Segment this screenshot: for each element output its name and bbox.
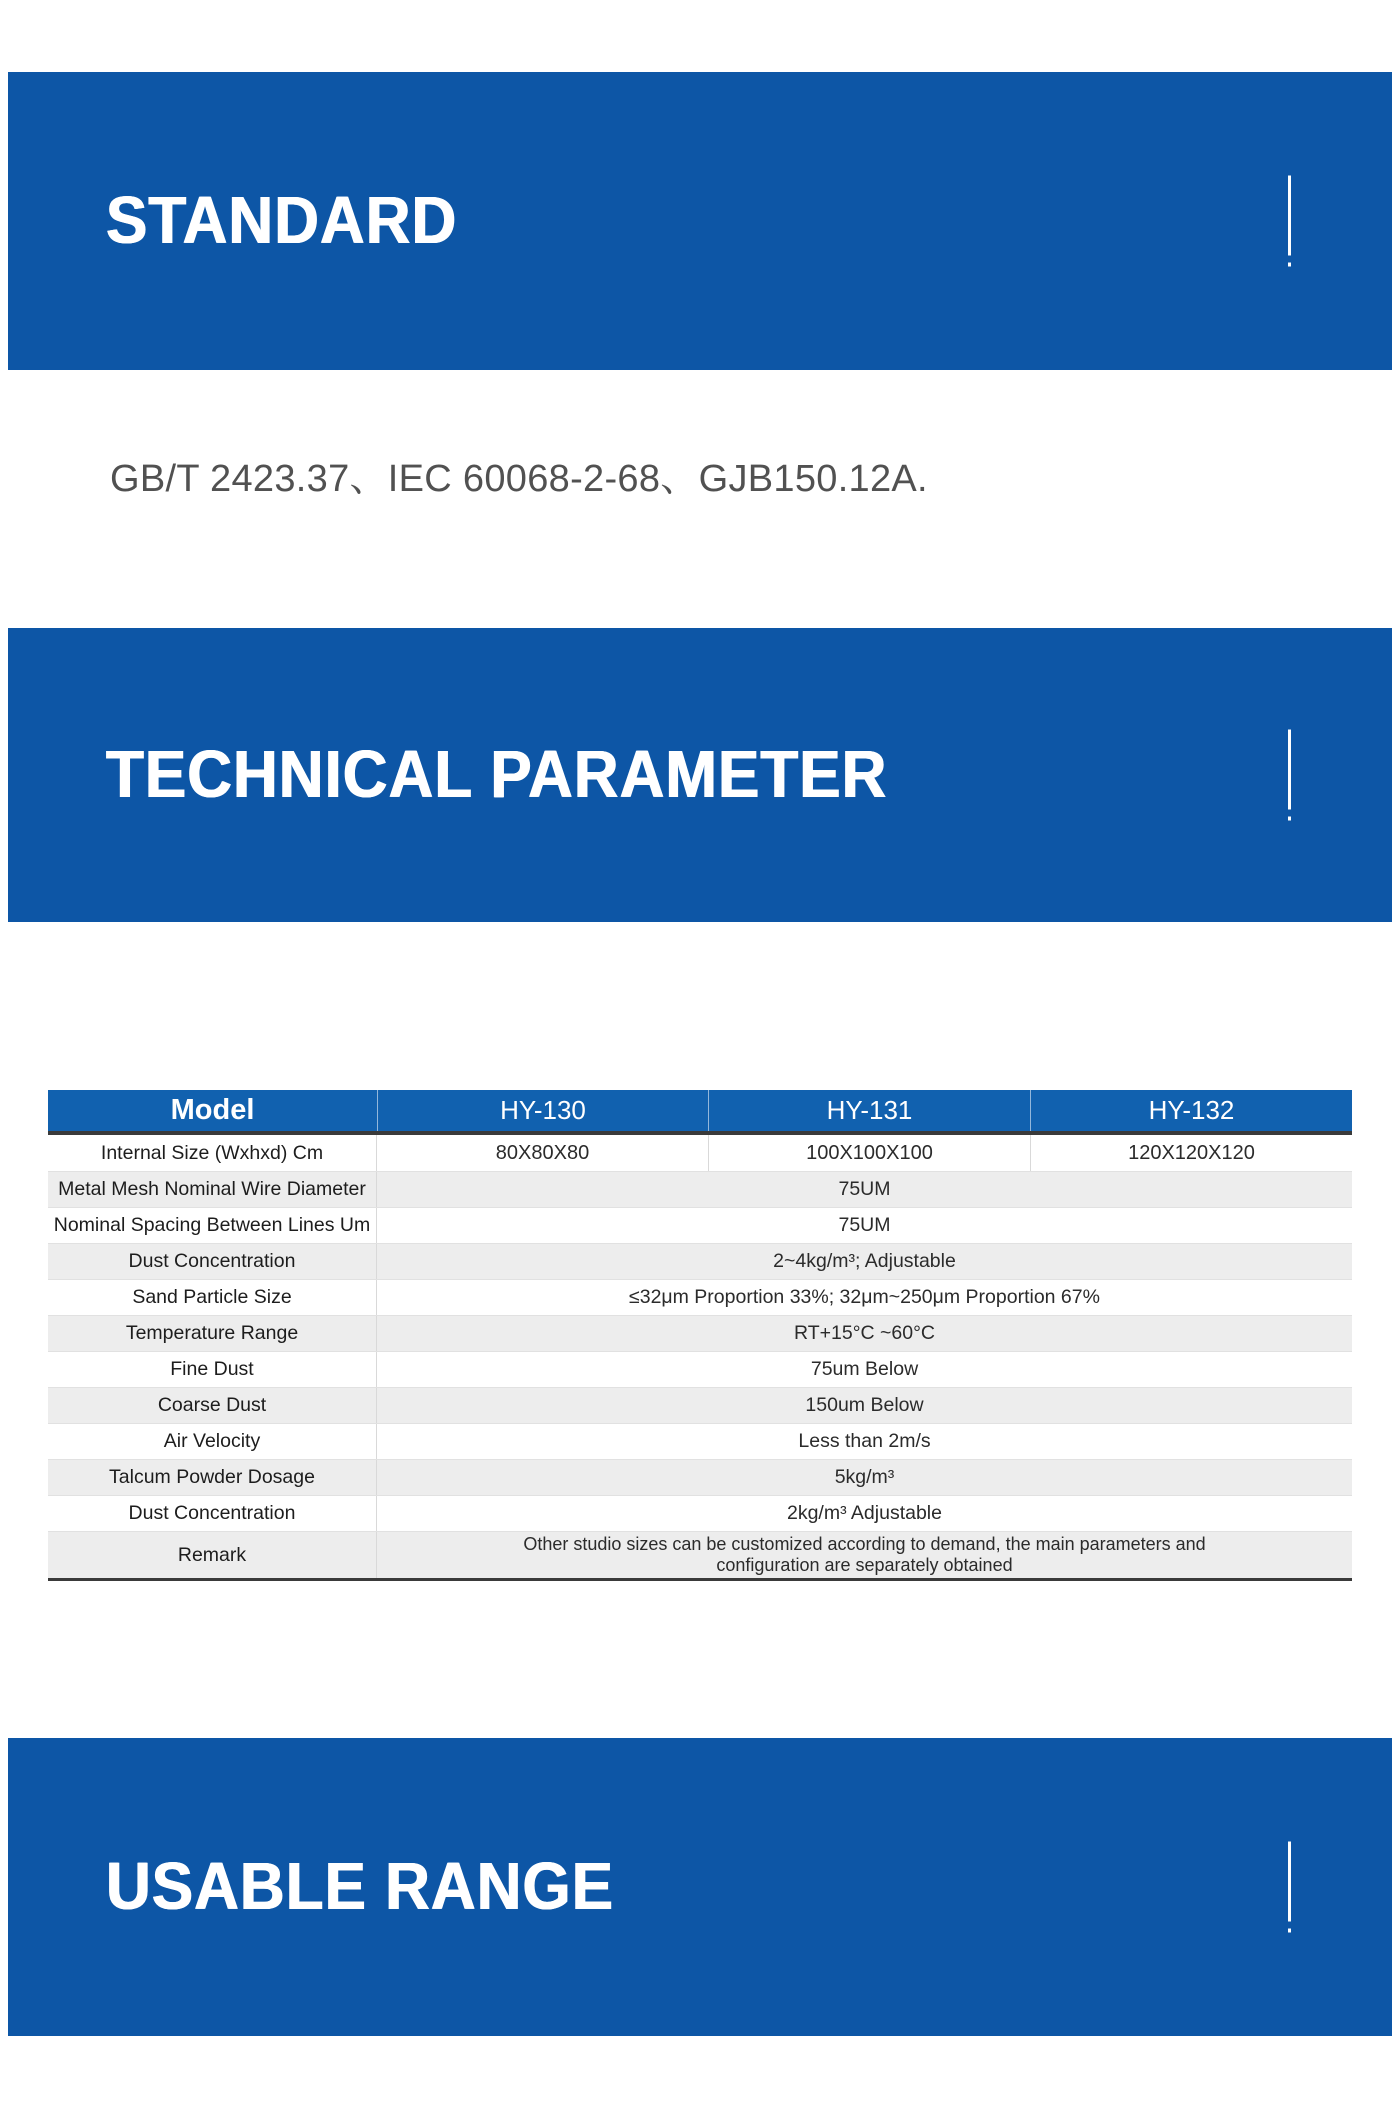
row-value: 2~4kg/m³; Adjustable (773, 1250, 956, 1272)
row-value: 150um Below (805, 1394, 924, 1416)
row-value-hy130: 80X80X80 (495, 1141, 590, 1164)
accent-dot (1288, 817, 1291, 821)
row-value: ≤32μm Proportion 33%; 32μm~250μm Proportion 67% (629, 1286, 1100, 1308)
row-label: Dust Concentration (48, 1244, 377, 1279)
remark-text: Other studio sizes can be customized according to demand, the main parameters and configuration are separately obtained (523, 1534, 1206, 1575)
table-header-model: Model (170, 1094, 255, 1126)
row-label: Metal Mesh Nominal Wire Diameter (48, 1172, 377, 1207)
accent-dot (1288, 263, 1291, 267)
row-label: Coarse Dust (48, 1388, 377, 1423)
row-label: Remark (48, 1532, 377, 1578)
row-label: Dust Concentration (48, 1496, 377, 1531)
table-row-talcum-powder-dosage (48, 1460, 1352, 1496)
table-row-fine-dust (48, 1352, 1352, 1388)
table-header-row (48, 1090, 1352, 1135)
table-header-hy130: HY-130 (377, 1090, 708, 1131)
accent-line (1288, 1842, 1291, 1922)
row-value (377, 1532, 1352, 1578)
accent-line (1288, 730, 1291, 810)
table-row-dust-concentration-2 (48, 1496, 1352, 1532)
row-label: Talcum Powder Dosage (48, 1460, 377, 1495)
row-label: Temperature Range (48, 1316, 377, 1351)
technical-parameter-table (48, 1090, 1352, 1581)
row-label: Internal Size (Wxhxd) Cm (48, 1135, 377, 1171)
row-value: 2kg/m³ Adjustable (786, 1502, 942, 1524)
row-value: 75UM (838, 1178, 891, 1200)
standard-section-banner (8, 72, 1392, 370)
table-header-hy132: HY-132 (1030, 1090, 1352, 1131)
technical-parameter-section-title: TECHNICAL PARAMETER (106, 737, 888, 813)
row-label: Air Velocity (48, 1424, 377, 1459)
technical-parameter-section-banner (8, 628, 1392, 922)
row-value: 75um Below (810, 1358, 919, 1380)
standards-text: GB/T 2423.37、IEC 60068-2-68、GJB150.12A. (110, 458, 928, 500)
accent-line (1288, 176, 1291, 256)
table-row-remark (48, 1532, 1352, 1578)
row-label: Nominal Spacing Between Lines Um (48, 1208, 377, 1243)
row-label: Sand Particle Size (48, 1280, 377, 1315)
table-row-internal-size (48, 1135, 1352, 1172)
accent-dot (1288, 1929, 1291, 1933)
row-label: Fine Dust (48, 1352, 377, 1387)
table-row-sand-particle-size (48, 1280, 1352, 1316)
table-row-nominal-spacing (48, 1208, 1352, 1244)
usable-range-section-banner (8, 1738, 1392, 2036)
row-value: RT+15°C ~60°C (794, 1322, 935, 1344)
table-row-coarse-dust (48, 1388, 1352, 1424)
row-value-hy132: 120X120X120 (1030, 1135, 1352, 1171)
standard-section-title: STANDARD (106, 183, 458, 259)
table-row-temperature-range (48, 1316, 1352, 1352)
table-row-air-velocity (48, 1424, 1352, 1460)
banner-accent (1288, 176, 1291, 267)
banner-accent (1288, 730, 1291, 821)
row-value: 5kg/m³ (834, 1466, 895, 1488)
row-value: Less than 2m/s (798, 1430, 931, 1452)
row-value: 75UM (838, 1214, 891, 1236)
banner-accent (1288, 1842, 1291, 1933)
table-header-hy131: HY-131 (708, 1090, 1030, 1131)
row-value-hy131: 100X100X100 (708, 1135, 1030, 1171)
usable-range-section-title: USABLE RANGE (106, 1849, 615, 1925)
table-row-dust-concentration-1 (48, 1244, 1352, 1280)
table-row-metal-mesh-wire-diameter (48, 1172, 1352, 1208)
